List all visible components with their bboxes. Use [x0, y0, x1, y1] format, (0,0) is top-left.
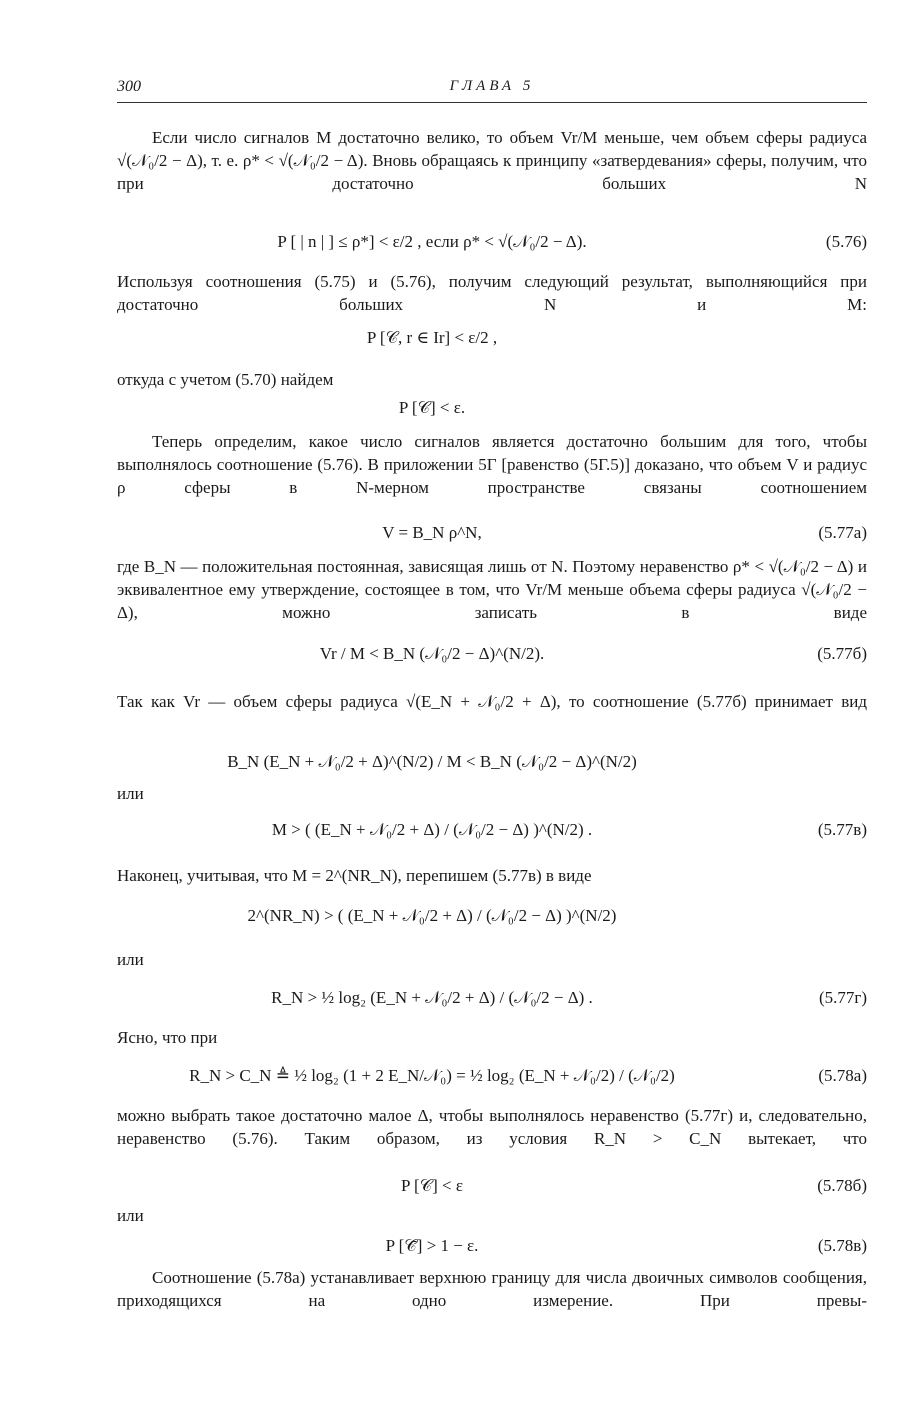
equation-unnumbered-4 — [117, 906, 867, 934]
paragraph-7: Наконец, учитывая, что M = 2^(NR_N), перепишем (5.77в) в виде — [117, 866, 592, 885]
paragraph-5: где B_N — положительная постоянная, зависящая лишь от N. Поэтому неравенство ρ* < √(𝒩₀/2 − Δ) и эквивалентное ему утверждение, состоящее в том, что Vr/M меньше объема сферы радиуса √(𝒩₀/2 − Δ), можно записать в виде — [117, 557, 867, 622]
equation-unnumbered-3 — [117, 752, 867, 780]
equation-5-77b — [117, 644, 867, 672]
equation-body: P [𝒞] < ε — [400, 1176, 463, 1195]
equation-5-76 — [117, 232, 867, 260]
running-header — [117, 78, 867, 103]
equation-body: V = B_N ρ^N, — [382, 523, 482, 542]
paragraph-4: Теперь определим, какое число сигналов является достаточно большим для того, чтобы выполнялось соотношение (5.76). В приложении 5Г [равенство (5Г.5)] доказано, что объем V и радиус ρ сферы в N-мерном пространстве связаны соотношением — [117, 432, 867, 497]
paragraph-1: Если число сигналов M достаточно велико, то объем Vr/M меньше, чем объем сферы радиуса √(𝒩₀/2 − Δ), т. е. ρ* < √(𝒩₀/2 − Δ). Вновь обращаясь к принципу «затвердевания» сферы, получим, что при достаточно больших N — [117, 128, 867, 193]
page-number: 300 — [117, 78, 141, 95]
equation-5-78b — [117, 1176, 867, 1204]
word-ili: или — [117, 950, 144, 969]
equation-body: P [ | n | ] ≤ ρ*] < ε/2 , если ρ* < √(𝒩₀/2 − Δ). — [277, 232, 587, 251]
paragraph-10: Соотношение (5.78а) устанавливает верхнюю границу для числа двоичных символов сообщения, приходящихся на одно измерение. При превы- — [117, 1268, 867, 1310]
equation-number: (5.77г) — [818, 988, 867, 1007]
equation-body: R_N > ½ log₂ (E_N + 𝒩₀/2 + Δ) / (𝒩₀/2 − Δ) . — [271, 988, 593, 1007]
equation-number: (5.78а) — [818, 1066, 867, 1085]
paragraph-9: можно выбрать такое достаточно малое Δ, чтобы выполнялось неравенство (5.77г) и, следовательно, неравенство (5.76). Таким образом, из условия R_N > C_N вытекает, что — [117, 1106, 867, 1148]
equation-number: (5.78в) — [817, 1236, 867, 1255]
word-ili: или — [117, 784, 144, 803]
equation-body: R_N > C_N ≜ ½ log₂ (1 + 2 E_N/𝒩₀) = ½ log₂ (E_N + 𝒩₀/2) / (𝒩₀/2) — [189, 1066, 675, 1085]
paragraph-3: откуда с учетом (5.70) найдем — [117, 370, 334, 389]
equation-5-77g — [117, 988, 867, 1016]
paragraph-6: Так как Vr — объем сферы радиуса √(E_N + 𝒩₀/2 + Δ), то соотношение (5.77б) принимает вид — [117, 692, 867, 711]
equation-5-77v — [117, 820, 867, 848]
equation-body: M > ( (E_N + 𝒩₀/2 + Δ) / (𝒩₀/2 − Δ) )^(N/2) . — [271, 820, 593, 839]
equation-number: (5.78б) — [817, 1176, 867, 1195]
equation-number: (5.77в) — [817, 820, 867, 839]
equation-5-78a — [117, 1066, 867, 1094]
equation-body: P [𝒞̄] > 1 − ε. — [385, 1236, 479, 1255]
equation-body: 2^(NR_N) > ( (E_N + 𝒩₀/2 + Δ) / (𝒩₀/2 − Δ) )^(N/2) — [247, 906, 617, 925]
equation-unnumbered-1 — [117, 328, 867, 356]
equation-body: P [𝒞, r ∈ Ir] < ε/2 , — [366, 328, 498, 347]
equation-number: (5.76) — [825, 232, 867, 251]
word-ili: или — [117, 1206, 144, 1225]
equation-number: (5.77б) — [817, 644, 867, 663]
equation-body: P [𝒞] < ε. — [398, 398, 466, 417]
equation-number: (5.77а) — [818, 523, 867, 542]
equation-5-77a — [117, 523, 867, 551]
equation-body: B_N (E_N + 𝒩₀/2 + Δ)^(N/2) / M < B_N (𝒩₀/2 − Δ)^(N/2) — [227, 752, 637, 771]
paragraph-2: Используя соотношения (5.75) и (5.76), получим следующий результат, выполняющийся при достаточно больших N и M: — [117, 272, 867, 314]
paragraph-8: Ясно, что при — [117, 1028, 218, 1047]
equation-body: Vr / M < B_N (𝒩₀/2 − Δ)^(N/2). — [319, 644, 545, 663]
chapter-title: ГЛАВА 5 — [449, 78, 535, 94]
equation-5-78v — [117, 1236, 867, 1264]
equation-unnumbered-2 — [117, 398, 867, 426]
